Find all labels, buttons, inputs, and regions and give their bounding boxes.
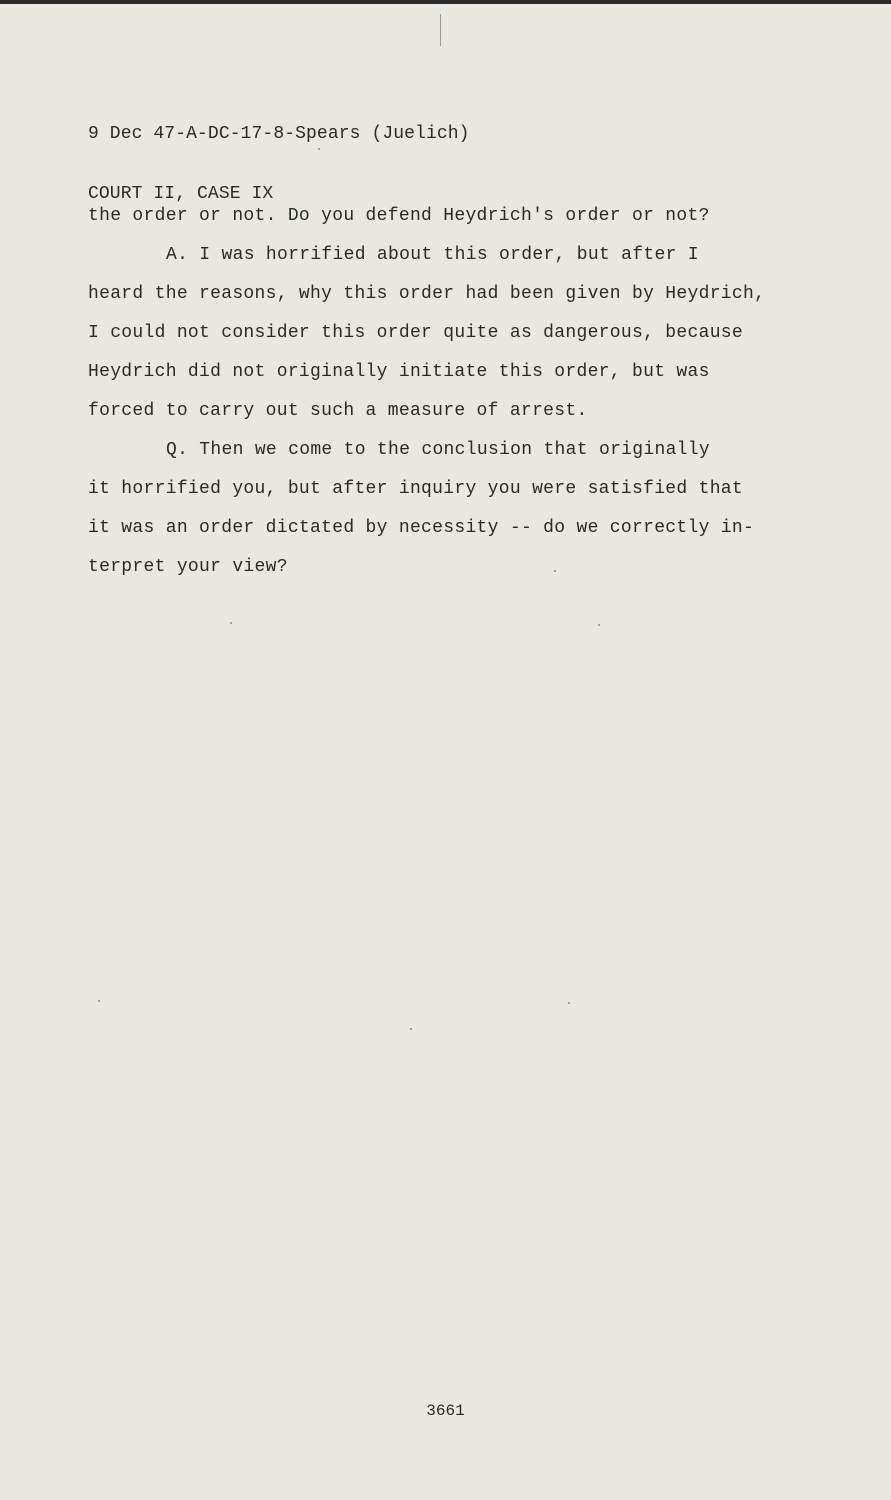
transcript-line: A. I was horrified about this order, but after I <box>166 245 699 265</box>
transcript-line: heard the reasons, why this order had been given by Heydrich, <box>88 284 766 304</box>
paper-speck <box>568 1002 570 1004</box>
transcript-line: terpret your view? <box>88 557 288 577</box>
paper-speck <box>598 624 600 626</box>
transcript-line: I could not consider this order quite as dangerous, because <box>88 323 744 343</box>
transcript-line: the order or not. Do you defend Heydrich's order or not? <box>88 206 710 226</box>
transcript-line: it was an order dictated by necessity -- do we correctly in- <box>88 518 755 538</box>
header-court-case: COURT II, CASE IX <box>88 184 274 204</box>
paper-speck <box>410 1028 412 1030</box>
page-number: 3661 <box>426 1402 465 1420</box>
paper-speck <box>554 570 556 572</box>
page-top-edge <box>0 0 891 4</box>
fold-mark <box>440 14 441 46</box>
transcript-line: Q. Then we come to the conclusion that originally <box>166 440 710 460</box>
transcript-line: it horrified you, but after inquiry you were satisfied that <box>88 479 744 499</box>
header-date-reference: 9 Dec 47-A-DC-17-8-Spears (Juelich) <box>88 124 470 144</box>
paper-speck <box>230 622 232 624</box>
paper-speck <box>98 1000 100 1002</box>
transcript-line: forced to carry out such a measure of arrest. <box>88 401 588 421</box>
transcript-line: Heydrich did not originally initiate this order, but was <box>88 362 710 382</box>
paper-speck <box>318 148 320 150</box>
transcript-body <box>88 202 818 592</box>
